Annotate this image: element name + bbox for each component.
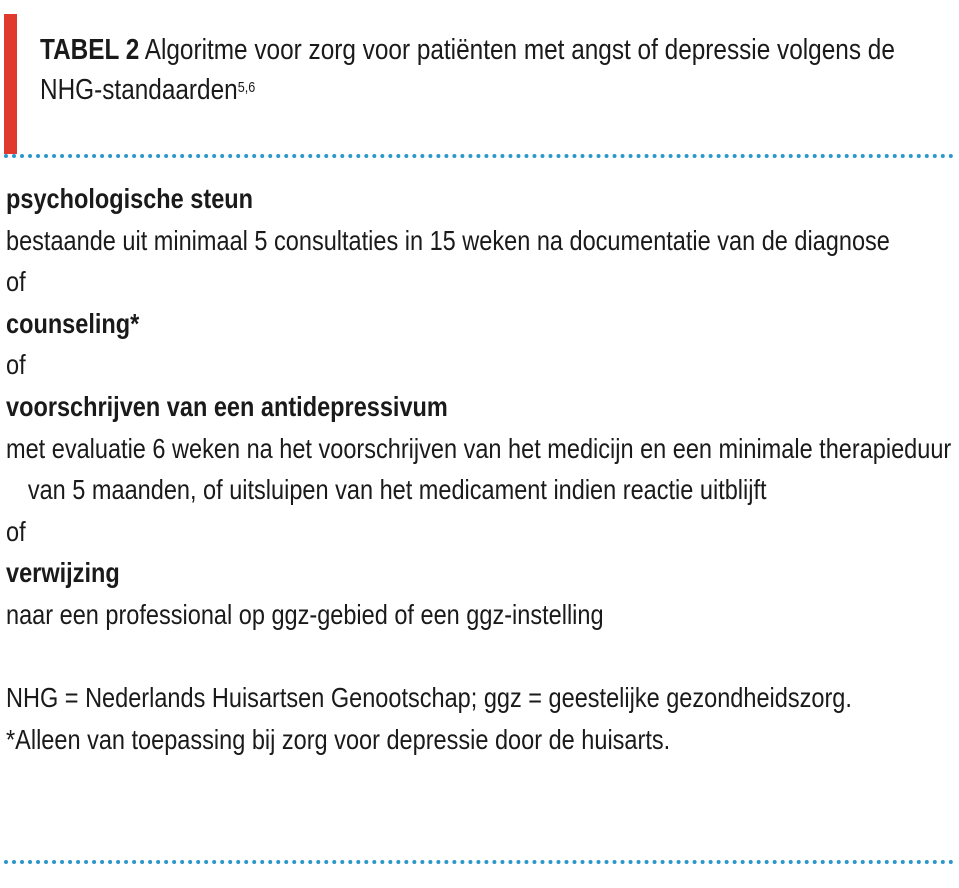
connector-of: of xyxy=(6,349,26,381)
table-title: Algoritme voor zorg voor patiënten met angst of depressie volgens de NHG-standaarden xyxy=(40,34,895,106)
footnote-asterisk: *Alleen van toepassing bij zorg voor depressie door de huisarts. xyxy=(6,723,671,755)
table-caption xyxy=(40,30,947,110)
footnote-abbreviations: NHG = Nederlands Huisartsen Genootschap; ggz = geestelijke gezondheidszorg. xyxy=(6,682,852,714)
term-psychologische-steun: psychologische steun xyxy=(6,183,254,214)
bottom-dotted-rule xyxy=(4,860,954,864)
term-counseling: counseling* xyxy=(6,307,140,339)
table-label: TABEL 2 xyxy=(40,34,140,66)
description-psychologische-steun: bestaande uit minimaal 5 consultaties in 15 weken na documentatie van de diagnose xyxy=(6,224,890,256)
term-antidepressivum: voorschrijven van een antidepressivum xyxy=(6,390,448,422)
spacer xyxy=(6,636,955,678)
description-antidepressivum: met evaluatie 6 weken na het voorschrijven van het medicijn en een minimale therapieduur van 5 maanden, of uitsluipen van het medicament indien reactie uitblijft xyxy=(6,432,952,506)
table-body xyxy=(6,178,955,760)
accent-bar xyxy=(4,14,17,154)
description-verwijzing: naar een professional op ggz-gebied of een ggz-instelling xyxy=(6,598,604,630)
title-references: 5,6 xyxy=(237,79,256,96)
top-dotted-rule xyxy=(4,154,954,158)
term-verwijzing: verwijzing xyxy=(6,557,120,589)
connector-of: of xyxy=(6,266,26,298)
connector-of: of xyxy=(6,515,26,547)
